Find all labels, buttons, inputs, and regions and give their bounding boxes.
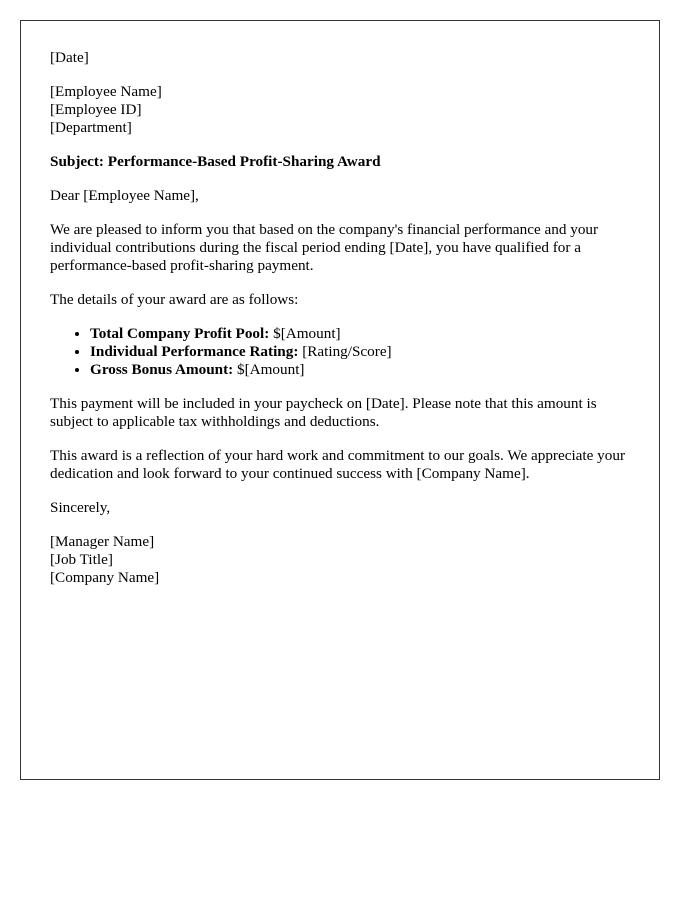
recipient-id: [Employee ID] bbox=[50, 101, 142, 118]
detail-value: [Rating/Score] bbox=[298, 343, 392, 360]
sender-company: [Company Name] bbox=[50, 569, 160, 586]
sender-block bbox=[50, 533, 635, 587]
letter-date: [Date] bbox=[50, 49, 89, 66]
details-intro: The details of your award are as follows: bbox=[50, 291, 299, 308]
detail-value: $[Amount] bbox=[233, 361, 305, 378]
sender-name: [Manager Name] bbox=[50, 533, 155, 550]
payment-paragraph: This payment will be included in your paycheck on [Date]. Please note that this amount is subject to applicable tax withholdings and deductions. bbox=[50, 395, 597, 430]
letter-salutation: Dear [Employee Name], bbox=[50, 187, 199, 204]
detail-value: $[Amount] bbox=[269, 325, 341, 342]
closing-paragraph: This award is a reflection of your hard work and commitment to our goals. We appreciate your dedication and look forward to your continued success with [Company Name]. bbox=[50, 447, 626, 482]
list-item bbox=[90, 361, 635, 379]
recipient-block bbox=[50, 83, 635, 137]
letter-subject: Subject: Performance-Based Profit-Sharing Award bbox=[50, 153, 381, 170]
award-details-list bbox=[50, 325, 635, 379]
detail-label: Total Company Profit Pool: bbox=[90, 325, 270, 342]
letter-content bbox=[50, 49, 635, 587]
sender-title: [Job Title] bbox=[50, 551, 113, 568]
list-item bbox=[90, 325, 635, 343]
detail-label: Individual Performance Rating: bbox=[90, 343, 299, 360]
letter-frame bbox=[20, 20, 660, 780]
recipient-name: [Employee Name] bbox=[50, 83, 162, 100]
detail-label: Gross Bonus Amount: bbox=[90, 361, 234, 378]
letter-signoff: Sincerely, bbox=[50, 499, 111, 516]
intro-paragraph: We are pleased to inform you that based on the company's financial performance and your individual contributions during the fiscal period ending [Date], you have qualified for a performance-based profit-sharing payment. bbox=[50, 221, 599, 274]
list-item bbox=[90, 343, 635, 361]
recipient-department: [Department] bbox=[50, 119, 132, 136]
